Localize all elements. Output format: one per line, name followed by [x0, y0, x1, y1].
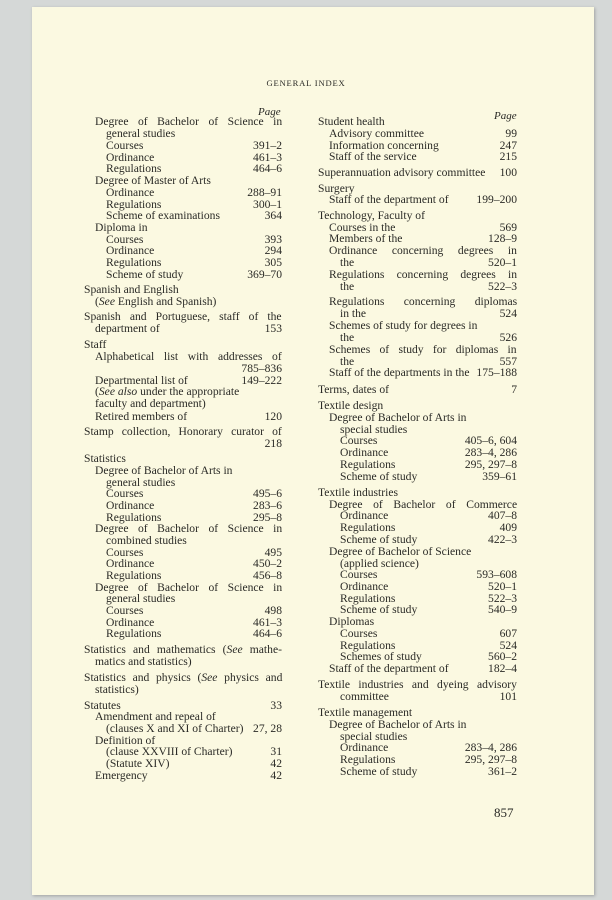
index-entry: Stamp collection, Honorary curator of [84, 425, 282, 438]
index-entry: Staff of the department of [329, 662, 449, 675]
index-entry: the [340, 331, 355, 344]
index-entry: Staff [84, 338, 107, 351]
page-number: 857 [494, 805, 514, 820]
index-page-ref: 407–8 [488, 509, 517, 522]
index-page-ref: 361–2 [488, 765, 517, 778]
index-entry: Terms, dates of [318, 383, 389, 396]
index-entry: general studies [106, 476, 176, 489]
index-page-ref: 364 [264, 209, 282, 222]
running-header: GENERAL INDEX [266, 78, 346, 88]
index-entry: Statistics and mathematics (See mathe- [84, 643, 282, 656]
index-page-ref: 540–9 [488, 603, 517, 616]
index-entry: Alphabetical list with addresses of [95, 350, 282, 363]
index-entry: Regulations [106, 256, 162, 269]
index-entry: Courses [106, 546, 144, 559]
index-page-ref: 283–6 [253, 499, 282, 512]
index-entry: statistics) [95, 683, 139, 696]
index-entry: Spanish and English [84, 283, 179, 296]
index-entry: Regulations [340, 458, 396, 471]
index-entry: Regulations [106, 569, 162, 582]
index-entry: Statutes [84, 699, 121, 712]
index-page-ref: 569 [499, 221, 517, 234]
index-entry: Ordinance concerning degrees in [329, 244, 517, 257]
index-page-ref: 182–4 [488, 662, 517, 675]
index-entry: Degree of Bachelor of Commerce [329, 498, 518, 511]
index-entry: Textile industries [318, 486, 399, 499]
index-page-ref: 175–188 [476, 366, 517, 379]
index-entry: Degree of Bachelor of Science in [95, 522, 283, 535]
index-entry: Courses [106, 604, 144, 617]
index-entry: Courses [106, 487, 144, 500]
index-entry: in the [340, 307, 367, 320]
index-page-ref: 785–836 [241, 362, 282, 375]
index-entry: Ordinance [106, 616, 155, 629]
index-entry: department of [95, 322, 160, 335]
index-entry: Definition of [95, 734, 156, 747]
index-entry: the [340, 355, 355, 368]
index-entry: Regulations [106, 162, 162, 175]
index-entry: Scheme of study [340, 603, 418, 616]
index-entry: Surgery [318, 182, 355, 195]
index-entry: Regulations [340, 521, 396, 534]
index-page-ref: 31 [270, 745, 282, 758]
index-entry: Members of the [329, 232, 403, 245]
index-entry: Scheme of study [106, 268, 184, 281]
index-entry: (clause XXVIII of Charter) [106, 745, 233, 758]
index-entry: Scheme of examinations [106, 209, 220, 222]
index-entry: Regulations [106, 627, 162, 640]
index-entry: the [340, 280, 355, 293]
index-entry: Ordinance [340, 741, 389, 754]
index-entry: Courses [340, 627, 378, 640]
index-page-ref: 218 [264, 437, 282, 450]
index-entry: Ordinance [106, 557, 155, 570]
index-entry: Courses [340, 568, 378, 581]
index-entry: Staff of the service [329, 150, 417, 163]
index-page-ref: 607 [499, 627, 517, 640]
index-entry: Ordinance [106, 499, 155, 512]
index-page-ref: 120 [264, 410, 282, 423]
index-page-ref: 199–200 [476, 193, 517, 206]
index-entry: Technology, Faculty of [318, 209, 425, 222]
index-page-ref: 42 [270, 769, 282, 782]
index-page-ref: 295, 297–8 [464, 753, 517, 766]
index-entry: Ordinance [340, 446, 389, 459]
index-entry: Textile industries and dyeing advisory [318, 678, 517, 691]
index-entry: Degree of Bachelor of Science in [95, 115, 283, 128]
index-page-ref: 33 [270, 699, 282, 712]
index-entry: special studies [340, 730, 408, 743]
index-entry: Courses in the [329, 221, 396, 234]
index-entry: Courses [340, 434, 378, 447]
index-entry: Schemes of study for diplomas in [329, 343, 517, 356]
index-entry: Degree of Bachelor of Arts in [329, 718, 467, 731]
index-entry: combined studies [106, 534, 187, 547]
index-page-ref: 294 [264, 244, 282, 257]
index-entry: Statistics and physics (See physics and [84, 671, 283, 684]
index-page-ref: 101 [499, 690, 517, 703]
index-page-ref: 593–608 [476, 568, 517, 581]
index-entry: Amendment and repeal of [95, 710, 216, 723]
index-entry: Regulations concerning degrees in [329, 268, 518, 281]
index-page-ref: 520–1 [488, 580, 517, 593]
index-page-ref: 99 [505, 127, 517, 140]
index-page-ref: 522–3 [488, 280, 517, 293]
index-entry: Scheme of study [340, 765, 418, 778]
index-entry: Information concerning [329, 139, 439, 152]
index-entry: Advisory committee [329, 127, 424, 140]
index-entry: Retired members of [95, 410, 188, 423]
index-page-ref: 295–8 [253, 511, 282, 524]
index-entry: Ordinance [340, 580, 389, 593]
index-page-ref: 283–4, 286 [464, 741, 517, 754]
index-page-ref: 409 [499, 521, 517, 534]
index-entry: Degree of Master of Arts [95, 174, 211, 187]
index-entry: Student health [318, 115, 385, 128]
index-page-ref: 288–91 [247, 186, 282, 199]
index-entry: Departmental list of [95, 374, 188, 387]
index-entry: the [340, 256, 355, 269]
index-entry: Ordinance [106, 186, 155, 199]
index-entry: Ordinance [340, 509, 389, 522]
index-page-ref: 522–3 [488, 592, 517, 605]
index-entry: Ordinance [106, 151, 155, 164]
index-entry: general studies [106, 592, 176, 605]
index-page-ref: 495 [264, 546, 282, 559]
index-entry: Regulations [106, 198, 162, 211]
index-entry: (See English and Spanish) [95, 295, 217, 308]
index-entry: Ordinance [106, 244, 155, 257]
index-page-ref: 393 [264, 233, 282, 246]
index-entry: (See also under the appropriate [95, 385, 240, 398]
index-page-ref: 526 [499, 331, 517, 344]
index-entry: Spanish and Portuguese, staff of the [84, 310, 282, 323]
index-entry: Regulations [340, 639, 396, 652]
index-page-ref: 359–61 [482, 470, 517, 483]
index-page-ref: 461–3 [253, 616, 282, 629]
index-page-ref: 498 [264, 604, 282, 617]
index-entry: Schemes of study for degrees in [329, 319, 478, 332]
index-page-ref: 283–4, 286 [464, 446, 517, 459]
index-entry: Textile design [318, 399, 384, 412]
index-entry: Courses [106, 139, 144, 152]
index-entry: Regulations [340, 592, 396, 605]
index-entry: Diplomas [329, 615, 375, 628]
index-page-ref: 128–9 [488, 232, 517, 245]
index-entry: Regulations [106, 511, 162, 524]
index-entry: faculty and department) [95, 397, 206, 410]
index-page-ref: 27, 28 [253, 722, 282, 735]
index-entry: general studies [106, 127, 176, 140]
index-entry: Scheme of study [340, 533, 418, 546]
index-page-ref: 247 [499, 139, 517, 152]
index-page-ref: 464–6 [253, 627, 282, 640]
index-entry: Emergency [95, 769, 148, 782]
index-page-ref: 42 [270, 757, 282, 770]
index-entry: Staff of the departments in the [329, 366, 470, 379]
index-page-ref: 369–70 [247, 268, 282, 281]
index-entry: (clauses X and XI of Charter) [106, 722, 244, 735]
index-entry: Regulations [340, 753, 396, 766]
index-entry: Staff of the department of [329, 193, 449, 206]
index-page-ref: 7 [511, 383, 517, 396]
index-entry: Superannuation advisory committee [318, 166, 486, 179]
index-page-ref: 495–6 [253, 487, 282, 500]
index-page-ref: 295, 297–8 [464, 458, 517, 471]
index-page-ref: 405–6, 604 [464, 434, 517, 447]
index-page-ref: 300–1 [253, 198, 282, 211]
index-page-ref: 149–222 [241, 374, 282, 387]
index-page-ref: 464–6 [253, 162, 282, 175]
index-page-ref: 153 [264, 322, 282, 335]
index-page-ref: 305 [264, 256, 282, 269]
index-entry: Regulations concerning diplomas [329, 295, 518, 308]
index-entry: special studies [340, 423, 408, 436]
index-entry: Degree of Bachelor of Science [329, 545, 472, 558]
index-entry: Statistics [84, 452, 126, 465]
index-entry: Scheme of study [340, 470, 418, 483]
index-page-ref: 520–1 [488, 256, 517, 269]
index-entry: Diploma in [95, 221, 148, 234]
index-page-ref: 422–3 [488, 533, 517, 546]
index-entry: Degree of Bachelor of Arts in [329, 411, 467, 424]
index-entry: Textile management [318, 706, 413, 719]
index-page-ref: 524 [499, 639, 517, 652]
index-page-ref: 524 [499, 307, 517, 320]
index-page-ref: 461–3 [253, 151, 282, 164]
index-page-ref: 557 [499, 355, 517, 368]
page-column-label-left: Page [258, 106, 281, 118]
index-entry: (applied science) [340, 557, 419, 570]
index-page-ref: 391–2 [253, 139, 282, 152]
index-page-ref: 560–2 [488, 650, 517, 663]
index-entry: Degree of Bachelor of Arts in [95, 464, 233, 477]
index-entry: matics and statistics) [95, 655, 192, 668]
index-entry: (Statute XIV) [106, 757, 170, 770]
index-page-ref: 450–2 [253, 557, 282, 570]
index-page-ref: 456–8 [253, 569, 282, 582]
index-entry: Degree of Bachelor of Science in [95, 581, 283, 594]
index-entry: committee [340, 690, 389, 703]
index-entry: Schemes of study [340, 650, 422, 663]
index-page-ref: 100 [499, 166, 517, 179]
index-entry: Courses [106, 233, 144, 246]
index-page-ref: 215 [499, 150, 517, 163]
page-column-label-right: Page [494, 110, 517, 122]
